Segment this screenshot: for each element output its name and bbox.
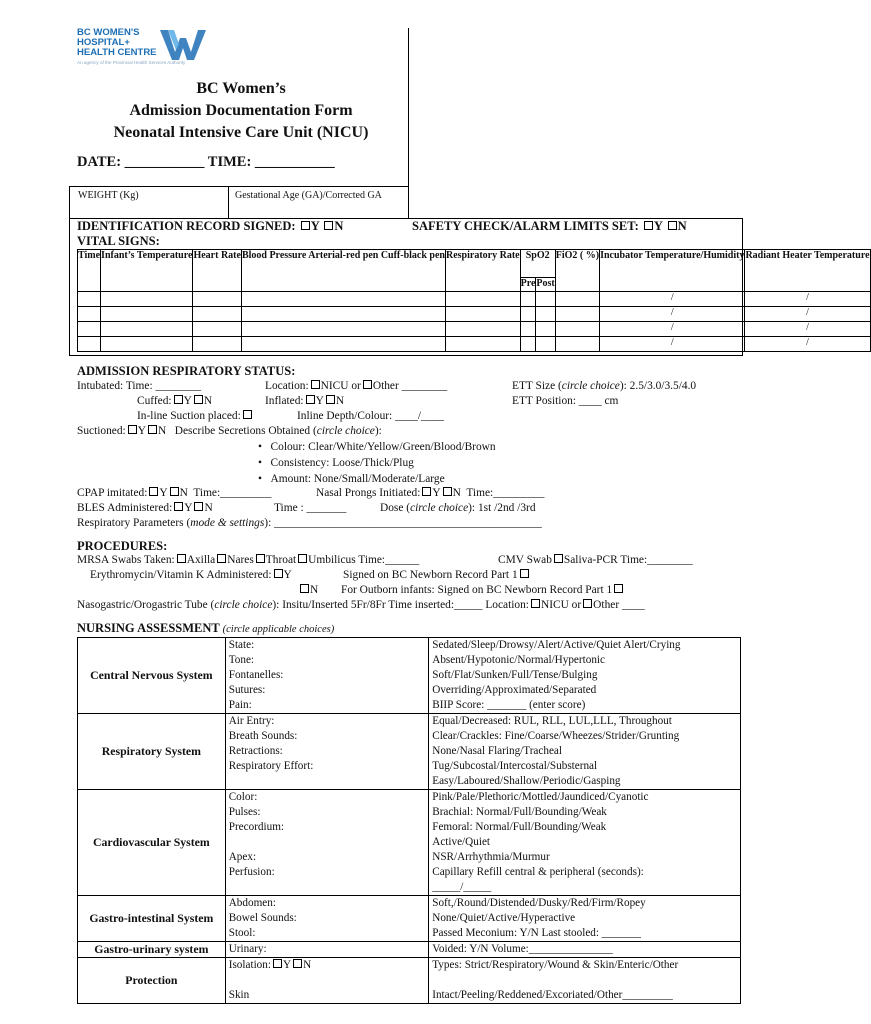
secretion-consistency: • Consistency: Loose/Thick/Plug xyxy=(258,457,414,469)
logo-line-1: BC WOMEN'S xyxy=(77,27,140,38)
identification-record-row xyxy=(77,219,343,234)
erythromycin-row xyxy=(90,569,292,581)
choice-line[interactable]: Soft/Flat/Sunken/Full/Tense/Bulging xyxy=(432,669,598,681)
assessment-item xyxy=(229,880,426,895)
secretion-amount: • Amount: None/Small/Moderate/Large xyxy=(258,473,445,485)
naso-other-checkbox[interactable] xyxy=(583,599,592,608)
respiratory-status-heading: ADMISSION RESPIRATORY STATUS: xyxy=(77,364,296,378)
assessment-item: Color: xyxy=(228,791,258,803)
system-name: Respiratory System xyxy=(78,714,226,790)
nursing-row xyxy=(78,958,741,1004)
nasal-time[interactable]: Time:_________ xyxy=(466,487,545,499)
ett-size-row xyxy=(512,380,696,392)
vital-signs-heading: VITAL SIGNS: xyxy=(77,234,160,248)
assessment-item: Perfusion: xyxy=(228,866,275,878)
intubated-row xyxy=(77,380,201,392)
choice-line[interactable]: Brachial: Normal/Full/Bounding/Weak xyxy=(432,806,607,818)
describe-secretions-label: Describe Secretions Obtained ( xyxy=(174,425,317,437)
col-time: Time xyxy=(78,250,101,292)
vitals-row[interactable] xyxy=(78,321,871,336)
nasogastric-values: ): Insitu/Inserted 5Fr/8Fr Time inserted:_____ Location: xyxy=(272,599,529,611)
nares-checkbox[interactable] xyxy=(217,554,226,563)
assessment-choices[interactable] xyxy=(429,896,741,942)
assessment-item: Pain: xyxy=(228,699,252,711)
nursing-row xyxy=(78,790,741,896)
assessment-item: Tone: xyxy=(228,654,255,666)
suctioned-no-checkbox[interactable] xyxy=(148,425,157,434)
isolation-no-checkbox[interactable] xyxy=(293,959,302,968)
choice-line[interactable]: Passed Meconium: Y/N Last stooled: _______ xyxy=(432,927,641,939)
logo-line-3: HEALTH CENTRE xyxy=(77,47,157,58)
assessment-items xyxy=(225,942,429,958)
yes-label: Y xyxy=(282,959,292,971)
choice-line[interactable]: Clear/Crackles: Fine/Coarse/Wheezes/Strider/Grunting xyxy=(432,730,680,742)
gestational-age-label: Gestational Age (GA)/Corrected GA xyxy=(235,190,382,201)
saliva-pcr-label: Saliva-PCR Time:________ xyxy=(563,554,693,566)
mode-settings-text: mode & settings xyxy=(190,517,265,529)
mrsa-row xyxy=(77,554,419,566)
nursing-row xyxy=(78,942,741,958)
id-no-checkbox[interactable] xyxy=(324,221,333,230)
cmv-checkbox[interactable] xyxy=(554,554,563,563)
incubator-slash: / xyxy=(600,336,745,351)
circle-choice-text: circle choice xyxy=(410,502,469,514)
choice-line[interactable]: BIIP Score: _______ (enter score) xyxy=(432,699,586,711)
assessment-item: Skin xyxy=(228,989,250,1001)
cuffed-row xyxy=(137,395,212,407)
safety-yes-label: Y xyxy=(653,219,663,233)
erythro-yes-checkbox[interactable] xyxy=(274,569,283,578)
suctioned-yes-checkbox[interactable] xyxy=(128,425,137,434)
system-name: Central Nervous System xyxy=(78,638,226,714)
dose-label: Dose ( xyxy=(380,502,411,514)
nasal-no-checkbox[interactable] xyxy=(443,487,452,496)
safety-no-label: N xyxy=(677,219,687,233)
location-other-checkbox[interactable] xyxy=(363,380,372,389)
suctioned-row: Suctioned: Y N Describe Secretions Obtained (circle choice): xyxy=(77,425,382,437)
suctioned-label: Suctioned: xyxy=(77,425,126,437)
inflated-yes-checkbox[interactable] xyxy=(306,395,315,404)
system-name: Cardiovascular System xyxy=(78,790,226,896)
choice-line[interactable]: Tug/Subcostal/Intercostal/Substernal xyxy=(432,760,598,772)
col-respiratory-rate: Respiratory Rate xyxy=(446,250,521,292)
assessment-items xyxy=(225,790,429,896)
system-name: Gastro-intestinal System xyxy=(78,896,226,942)
radiant-slash: / xyxy=(745,291,870,306)
nasal-prongs-label: Nasal Prongs Initiated: xyxy=(316,487,421,499)
choice-line[interactable]: Pink/Pale/Plethoric/Mottled/Jaundiced/Cyanotic xyxy=(432,791,649,803)
respiratory-parameters-row xyxy=(77,517,542,529)
yes-label: Y xyxy=(432,487,441,499)
circle-choice-text: circle choice xyxy=(316,425,375,437)
other-label: Other ____ xyxy=(593,599,645,611)
assessment-item: Breath Sounds: xyxy=(228,730,298,742)
nursing-assessment-header xyxy=(77,621,334,636)
yes-label: Y xyxy=(137,425,146,437)
logo-subtitle: An agency of the Provincial Health Services Authority xyxy=(77,60,186,65)
cpap-label: CPAP imitated: xyxy=(77,487,148,499)
radiant-slash: / xyxy=(745,321,870,336)
choice-line[interactable]: Absent/Hypotonic/Normal/Hypertonic xyxy=(432,654,605,666)
id-no-label: N xyxy=(334,219,344,233)
inflated-row xyxy=(265,395,344,407)
nursing-row xyxy=(78,714,741,790)
choice-line[interactable]: Voided: Y/N Volume:_______________ xyxy=(432,943,613,955)
system-name: Protection xyxy=(78,958,226,1004)
choice-line[interactable]: NSR/Arrhythmia/Murmur xyxy=(432,851,550,863)
outborn-row xyxy=(298,584,624,596)
nursing-row xyxy=(78,896,741,942)
nursing-assessment-table xyxy=(77,637,741,1004)
assessment-item: Precordium: xyxy=(228,821,285,833)
no-label: N xyxy=(179,487,188,499)
no-label: N xyxy=(452,487,461,499)
choice-line[interactable]: _____/_____ xyxy=(432,881,492,893)
logo-line-2: HOSPITAL+ xyxy=(77,37,130,48)
title-line-3: Neonatal Intensive Care Unit (NICU) xyxy=(113,124,369,141)
choice-line[interactable]: None/Nasal Flaring/Tracheal xyxy=(432,745,562,757)
assessment-item: Apex: xyxy=(228,851,257,863)
col-radiant-heater: Radiant Heater Temperature xyxy=(745,250,870,292)
choice-line[interactable]: Overriding/Approximated/Separated xyxy=(432,684,597,696)
col-spo2: SpO2 xyxy=(520,250,555,278)
assessment-item: Respiratory Effort: xyxy=(228,760,314,772)
incubator-slash: / xyxy=(600,306,745,321)
colour-options: Colour: Clear/White/Yellow/Green/Blood/Brown xyxy=(270,441,496,453)
ett-size-values: ): 2.5/3.0/3.5/4.0 xyxy=(619,380,697,392)
no-label: N xyxy=(157,425,167,437)
location-other-label: Other ________ xyxy=(372,380,448,392)
choice-line[interactable]: Sedated/Sleep/Drowsy/Alert/Active/Quiet Alert/Crying xyxy=(432,639,681,651)
choice-line[interactable]: Soft,/Round/Distended/Dusky/Red/Firm/Ropey xyxy=(432,897,646,909)
axilla-checkbox[interactable] xyxy=(177,554,186,563)
circle-choice-text: circle choice xyxy=(214,599,273,611)
col-temperature: Infant’s Temperature xyxy=(101,250,193,292)
choice-line[interactable]: None/Quiet/Active/Hyperactive xyxy=(432,912,576,924)
assessment-item xyxy=(229,958,426,973)
bles-time[interactable]: Time : _______ xyxy=(274,502,347,514)
cmv-row xyxy=(498,554,693,566)
isolation-yes-checkbox[interactable] xyxy=(273,959,282,968)
assessment-choices[interactable] xyxy=(429,942,741,958)
id-yes-label: Y xyxy=(310,219,320,233)
system-name: Gastro-urinary system xyxy=(78,942,226,958)
choice-line[interactable]: Active/Quiet xyxy=(432,836,491,848)
title-line-1: BC Women’s xyxy=(196,80,286,97)
axilla-label: Axilla xyxy=(186,554,216,566)
choice-line[interactable]: Equal/Decreased: RUL, RLL, LUL,LLL, Throughout xyxy=(432,715,672,727)
incubator-slash: / xyxy=(600,291,745,306)
nursing-row xyxy=(78,638,741,714)
throat-checkbox[interactable] xyxy=(256,554,265,563)
safety-check-label: SAFETY CHECK/ALARM LIMITS SET: xyxy=(412,219,639,233)
assessment-item: Bowel Sounds: xyxy=(228,912,297,924)
vitals-row[interactable] xyxy=(78,291,871,306)
isolation-label: Isolation: xyxy=(228,959,271,971)
safety-no-checkbox[interactable] xyxy=(668,221,677,230)
col-blood-pressure: Blood Pressure Arterial-red pen Cuff-black pen xyxy=(241,250,445,292)
yes-label: Y xyxy=(184,502,193,514)
choice-line[interactable]: Easy/Laboured/Shallow/Periodic/Gasping xyxy=(432,775,621,787)
naso-nicu-checkbox[interactable] xyxy=(531,599,540,608)
nasal-prongs-row xyxy=(316,487,544,499)
assessment-item xyxy=(229,774,426,789)
assessment-item: Abdomen: xyxy=(228,897,276,909)
id-yes-checkbox[interactable] xyxy=(301,221,310,230)
assessment-items xyxy=(225,958,429,1004)
col-spo2-post: Post xyxy=(536,278,555,289)
logo-w-icon xyxy=(160,30,210,60)
inflated-no-checkbox[interactable] xyxy=(326,395,335,404)
assessment-item: Sutures: xyxy=(228,684,266,696)
nursing-subheading: (circle applicable choices) xyxy=(222,624,335,635)
no-label: N xyxy=(204,502,213,514)
safety-check-row xyxy=(412,219,687,234)
choice-line[interactable] xyxy=(432,973,737,988)
assessment-item: Pulses: xyxy=(228,806,261,818)
outborn-label: For Outborn infants: Signed on BC Newborn Record Part 1 xyxy=(341,584,613,596)
yes-label: Y xyxy=(183,395,192,407)
col-heart-rate: Heart Rate xyxy=(193,250,241,292)
nasogastric-label: Nasogastric/Orogastric Tube ( xyxy=(77,599,215,611)
assessment-item: Retractions: xyxy=(228,745,283,757)
cpap-yes-checkbox[interactable] xyxy=(149,487,158,496)
inline-suction-label: In-line Suction placed: xyxy=(137,410,241,422)
vital-signs-table xyxy=(77,249,871,352)
assessment-choices[interactable] xyxy=(429,790,741,896)
choice-line[interactable]: Intact/Peeling/Reddened/Excoriated/Other_________ xyxy=(432,989,673,1001)
assessment-item: Stool: xyxy=(228,927,256,939)
assessment-choices[interactable] xyxy=(429,714,741,790)
assessment-item: Fontanelles: xyxy=(228,669,284,681)
choice-line[interactable]: Types: Strict/Respiratory/Wound & Skin/Enteric/Other xyxy=(432,959,679,971)
amount-options: Amount: None/Small/Moderate/Large xyxy=(270,473,445,485)
radiant-slash: / xyxy=(745,306,870,321)
assessment-item: Urinary: xyxy=(228,943,267,955)
umbilicus-label: Umbilicus Time:______ xyxy=(308,554,420,566)
choice-line[interactable]: Femoral: Normal/Full/Bounding/Weak xyxy=(432,821,607,833)
nasal-yes-checkbox[interactable] xyxy=(422,487,431,496)
vitals-row[interactable] xyxy=(78,336,871,351)
inflated-label: Inflated: xyxy=(265,395,304,407)
assessment-item: Air Entry: xyxy=(228,715,275,727)
assessment-item xyxy=(229,835,426,850)
inline-depth[interactable]: Inline Depth/Colour: ____/____ xyxy=(297,410,444,422)
throat-label: Throat xyxy=(265,554,297,566)
inline-suction-row xyxy=(137,410,253,422)
signed-newborn-checkbox[interactable] xyxy=(520,569,529,578)
intubated-label: Intubated: Time: ________ xyxy=(77,380,202,392)
assessment-choices[interactable] xyxy=(429,638,741,714)
ett-position[interactable]: ETT Position: ____ cm xyxy=(512,395,619,407)
procedures-heading: PROCEDURES: xyxy=(77,539,168,553)
cpap-no-checkbox[interactable] xyxy=(170,487,179,496)
nicu-or-label: NICU or xyxy=(540,599,582,611)
nares-label: Nares xyxy=(227,554,254,566)
date-time-field[interactable]: DATE: ___________ TIME: ___________ xyxy=(77,154,335,170)
assessment-item: State: xyxy=(228,639,255,651)
nasogastric-row xyxy=(77,599,645,611)
yes-label: Y xyxy=(283,569,292,581)
col-spo2-pre: Pre xyxy=(520,278,536,289)
no-label: N xyxy=(335,395,345,407)
bles-yes-checkbox[interactable] xyxy=(174,502,183,511)
identification-record-label: IDENTIFICATION RECORD SIGNED: xyxy=(77,219,296,233)
no-label: N xyxy=(303,959,312,971)
incubator-slash: / xyxy=(600,321,745,336)
erythro-no-checkbox[interactable] xyxy=(300,584,309,593)
no-label: N xyxy=(203,395,213,407)
consistency-options: Consistency: Loose/Thick/Plug xyxy=(270,457,414,469)
inline-suction-checkbox[interactable] xyxy=(243,410,252,419)
cmv-label: CMV Swab xyxy=(498,554,552,566)
bles-row xyxy=(77,502,213,514)
location-label: Location: xyxy=(265,380,309,392)
yes-label: Y xyxy=(315,395,324,407)
vitals-row[interactable] xyxy=(78,306,871,321)
nicu-or-label: NICU or xyxy=(320,380,361,392)
cpap-time[interactable]: Time:_________ xyxy=(193,487,272,499)
location-row xyxy=(265,380,447,392)
no-label: N xyxy=(310,584,319,596)
signed-newborn-row xyxy=(343,569,530,581)
signed-newborn-label: Signed on BC Newborn Record Part 1 xyxy=(343,569,518,581)
title-line-2: Admission Documentation Form xyxy=(129,102,353,119)
assessment-items xyxy=(225,638,429,714)
umbilicus-checkbox[interactable] xyxy=(298,554,307,563)
cuffed-no-checkbox[interactable] xyxy=(194,395,203,404)
resp-params-label: Respiratory Parameters ( xyxy=(77,517,191,529)
choice-line[interactable]: Capillary Refill central & peripheral (seconds): xyxy=(432,866,644,878)
location-nicu-checkbox[interactable] xyxy=(311,380,320,389)
cpap-row xyxy=(77,487,271,499)
col-fio2: FiO2 ( %) xyxy=(555,250,599,292)
resp-params-blank[interactable]: ): _______________________________________________ xyxy=(264,517,542,529)
assessment-item xyxy=(229,973,426,988)
assessment-items xyxy=(225,714,429,790)
secretion-colour: • Colour: Clear/White/Yellow/Green/Blood/Brown xyxy=(258,441,496,453)
safety-yes-checkbox[interactable] xyxy=(644,221,653,230)
mrsa-label: MRSA Swabs Taken: xyxy=(77,554,175,566)
yes-label: Y xyxy=(159,487,168,499)
cuffed-yes-checkbox[interactable] xyxy=(174,395,183,404)
ett-size-label: ETT Size ( xyxy=(512,380,562,392)
erythromycin-label: Erythromycin/Vitamin K Administered: xyxy=(90,569,272,581)
dose-values: ): 1st /2nd /3rd xyxy=(468,502,536,514)
assessment-choices[interactable] xyxy=(429,958,741,1004)
weight-label: WEIGHT (Kg) xyxy=(78,190,139,201)
radiant-slash: / xyxy=(745,336,870,351)
bles-label: BLES Administered: xyxy=(77,502,173,514)
col-incubator: Incubator Temperature/Humidity xyxy=(600,250,745,292)
assessment-items xyxy=(225,896,429,942)
bles-no-checkbox[interactable] xyxy=(194,502,203,511)
dose-row xyxy=(380,502,536,514)
cuffed-label: Cuffed: xyxy=(137,395,172,407)
nursing-heading: NURSING ASSESSMENT xyxy=(77,621,220,635)
circle-choice-text: circle choice xyxy=(561,380,620,392)
outborn-checkbox[interactable] xyxy=(614,584,623,593)
